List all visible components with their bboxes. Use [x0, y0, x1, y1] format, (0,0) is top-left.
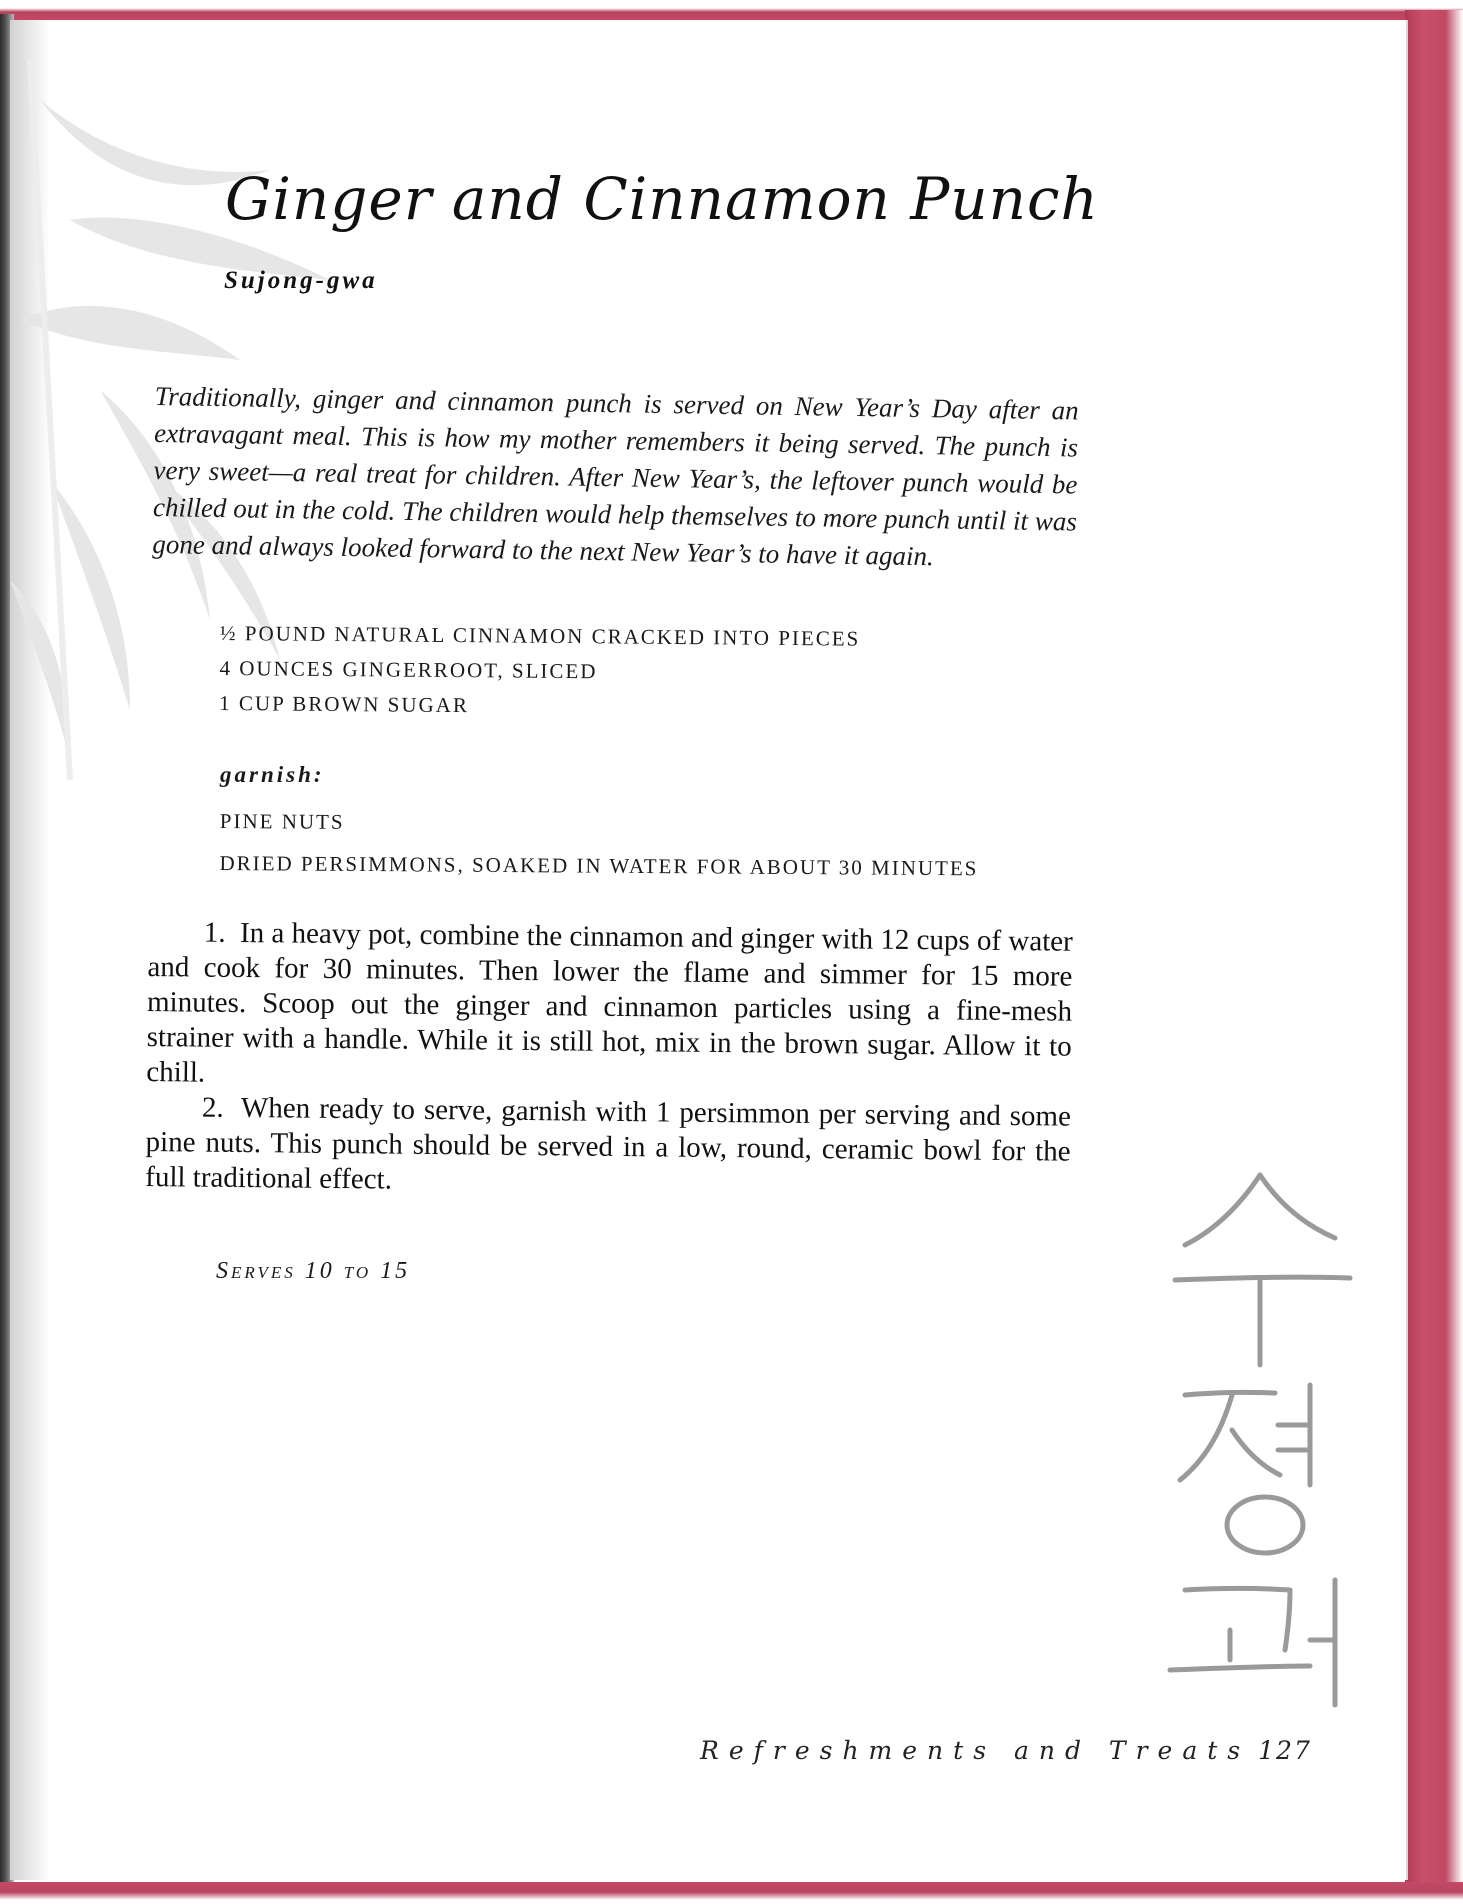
recipe-title: Ginger and Cinnamon Punch [225, 165, 1099, 233]
page-number: 127 [1258, 1736, 1312, 1765]
recipe-step: 1. In a heavy pot, combine the cinnamon and ginger with 12 cups of water and cook for 30 minutes. Then lower the flame and simmer for 15 more minutes. Scoop out the ginger and cinnamon particles using a fine-mesh strainer with a handle. While it is still hot, mix in the brown sugar. Allow it to chill. [146, 916, 1073, 1089]
recipe-steps [145, 915, 1073, 1205]
book-cover-top-edge [0, 0, 1463, 22]
book-cover-bottom-edge [0, 1882, 1463, 1904]
recipe-korean-subtitle: Sujong-gwa [224, 267, 378, 294]
garnish-item: PINE NUTS [219, 808, 345, 834]
servings-note: Serves 10 to 15 [216, 1258, 411, 1284]
book-cover-right-edge [1405, 10, 1463, 1894]
garnish-list [219, 800, 1120, 890]
korean-calligraphy-sujonggwa [1160, 1160, 1360, 1720]
book-page [10, 20, 1408, 1880]
ingredient-item: 4 OUNCES GINGERROOT, SLICED [219, 655, 598, 684]
ingredient-item: ½ POUND NATURAL CINNAMON CRACKED INTO PIECES [219, 620, 861, 651]
recipe-introduction: Traditionally, ginger and cinnamon punch is served on New Year’s Day after an extravagant meal. This is how my mother remembers it being served. The punch is very sweet—a real treat for children. After New Year’s, the leftover punch would be chilled out in the cold. The children would help themselves to more punch until it was gone and always looked forward to the next New Year’s to have it again. [152, 380, 1079, 572]
garnish-heading: garnish: [220, 762, 325, 787]
section-name: Refreshments and Treats [700, 1736, 1251, 1765]
ingredient-item: 1 CUP BROWN SUGAR [219, 690, 470, 718]
page-footer [700, 1736, 1312, 1765]
ingredient-list [219, 616, 1120, 729]
recipe-step: 2. When ready to serve, garnish with 1 persimmon per serving and some pine nuts. This punch should be served in a low, round, ceramic bowl for the full traditional effect. [145, 1091, 1072, 1196]
garnish-item: DRIED PERSIMMONS, SOAKED IN WATER FOR ABOUT 30 MINUTES [219, 850, 979, 881]
